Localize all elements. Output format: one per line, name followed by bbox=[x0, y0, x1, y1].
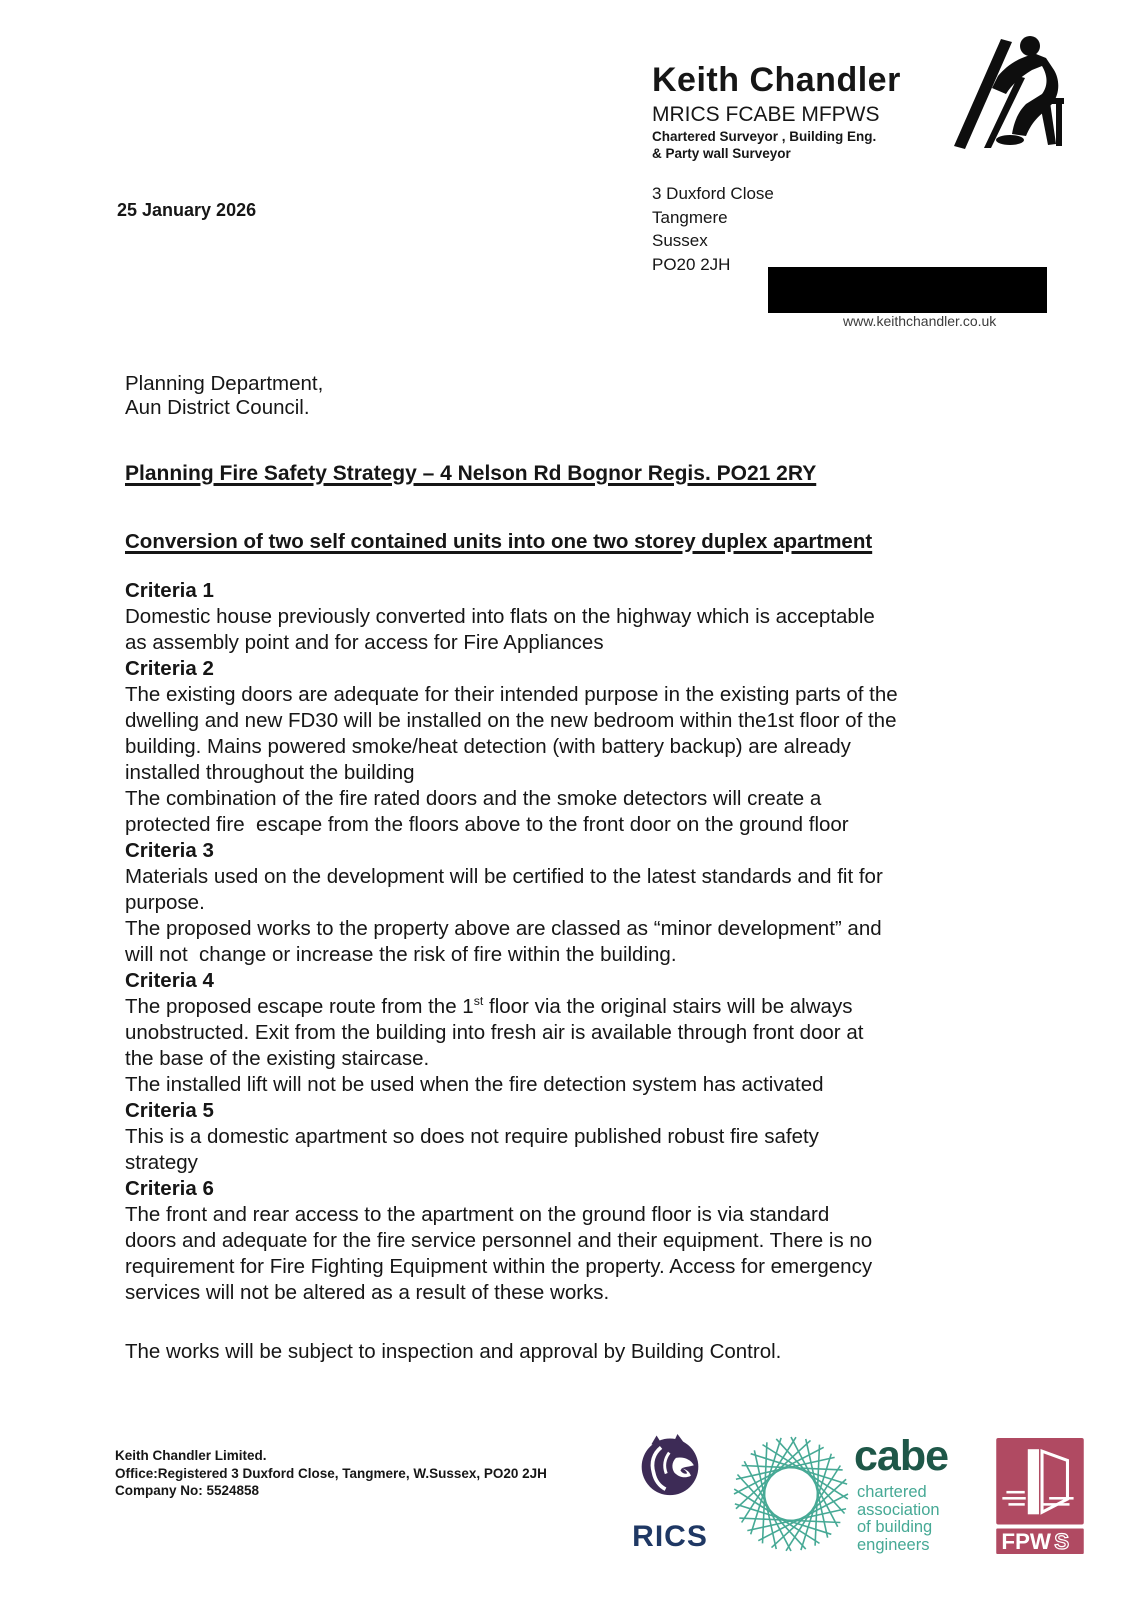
fpws-label-s: S bbox=[1054, 1528, 1070, 1554]
criteria-heading: Criteria 6 bbox=[125, 1177, 214, 1200]
letterhead-name: Keith Chandler bbox=[652, 61, 901, 99]
criteria-heading: Criteria 1 bbox=[125, 579, 214, 602]
letter-date: 25 January 2026 bbox=[117, 200, 257, 220]
address-line: Tangmere bbox=[652, 207, 728, 227]
letterhead-address bbox=[652, 182, 774, 276]
letterhead-role-line1: Chartered Surveyor , Building Eng. bbox=[652, 129, 877, 144]
body-line: The installed lift will not be used when the fire detection system has activated bbox=[125, 1073, 824, 1096]
body-line: protected fire escape from the floors above to the front door on the ground floor bbox=[125, 813, 849, 836]
recipient-address bbox=[125, 372, 323, 420]
redacted-contact-info bbox=[768, 267, 1047, 313]
body-line: will not change or increase the risk of fire within the building. bbox=[125, 943, 677, 966]
company-line: Company No: 5524858 bbox=[115, 1483, 260, 1498]
rics-label: RICS bbox=[632, 1520, 708, 1553]
criteria-heading: Criteria 3 bbox=[125, 839, 214, 862]
cabe-tagline-line: engineers bbox=[857, 1535, 930, 1554]
body-line: building. Mains powered smoke/heat detection (with battery backup) are already bbox=[125, 735, 851, 758]
body-line: This is a domestic apartment so does not require published robust fire safety bbox=[125, 1125, 819, 1148]
body-line: The proposed works to the property above are classed as “minor development” and bbox=[125, 917, 882, 940]
website-url: www.keithchandler.co.uk bbox=[843, 313, 997, 329]
body-line: The proposed escape route from the 1st floor via the original stairs will be always bbox=[125, 994, 853, 1018]
company-details bbox=[115, 1447, 547, 1500]
subtitle-line: Conversion of two self contained units into one two storey duplex apartment bbox=[125, 530, 873, 553]
body-line: Materials used on the development will be certified to the latest standards and fit for bbox=[125, 865, 883, 888]
cabe-tagline-line: of building bbox=[857, 1518, 933, 1536]
address-line: Sussex bbox=[652, 231, 708, 250]
letterhead bbox=[652, 60, 901, 162]
subject-line: Planning Fire Safety Strategy – 4 Nelson Rd Bognor Regis. PO21 2RY bbox=[125, 462, 817, 485]
letterhead-credentials: MRICS FCABE MFPWS bbox=[652, 103, 880, 126]
criteria-heading: Criteria 5 bbox=[125, 1099, 214, 1122]
company-line: Office:Registered 3 Duxford Close, Tangmere, W.Sussex, PO20 2JH bbox=[115, 1465, 547, 1481]
letterhead-role-line2: & Party wall Surveyor bbox=[652, 146, 791, 161]
body-line: The combination of the fire rated doors and the smoke detectors will create a bbox=[125, 787, 822, 810]
body-line: The existing doors are adequate for their intended purpose in the existing parts of the bbox=[125, 683, 898, 706]
body-line: dwelling and new FD30 will be installed on the new bedroom within the1st floor of the bbox=[125, 709, 897, 732]
recipient-line: Aun District Council. bbox=[125, 396, 310, 419]
address-line: PO20 2JH bbox=[652, 254, 731, 274]
cabe-wordmark: cabe bbox=[854, 1432, 949, 1480]
letter-body bbox=[125, 578, 995, 1306]
body-line: strategy bbox=[125, 1151, 198, 1174]
body-line: Domestic house previously converted into flats on the highway which is acceptable bbox=[125, 605, 875, 628]
body-line: services will not be altered as a result of these works. bbox=[125, 1281, 610, 1304]
body-line: purpose. bbox=[125, 891, 205, 914]
surveyor-logo-icon bbox=[948, 32, 1068, 150]
body-line: unobstructed. Exit from the building into fresh air is available through front door at bbox=[125, 1021, 864, 1044]
fpws-label-main: FPW bbox=[1001, 1528, 1052, 1554]
cabe-tagline-line: chartered bbox=[857, 1483, 927, 1501]
body-line: as assembly point and for access for Fire Appliances bbox=[125, 631, 604, 654]
recipient-line: Planning Department, bbox=[125, 372, 324, 395]
closing-line: The works will be subject to inspection and approval by Building Control. bbox=[125, 1340, 782, 1363]
criteria-heading: Criteria 4 bbox=[125, 969, 214, 992]
rics-logo bbox=[627, 1434, 713, 1554]
body-line: The front and rear access to the apartment on the ground floor is via standard bbox=[125, 1203, 830, 1226]
body-line: the base of the existing staircase. bbox=[125, 1047, 430, 1070]
body-line: installed throughout the building bbox=[125, 761, 415, 784]
address-line: 3 Duxford Close bbox=[652, 184, 774, 203]
company-line: Keith Chandler Limited. bbox=[115, 1448, 267, 1463]
criteria-heading: Criteria 2 bbox=[125, 657, 214, 680]
body-line: doors and adequate for the fire service personnel and their equipment. There is no bbox=[125, 1229, 873, 1252]
rics-lion-icon bbox=[629, 1434, 711, 1516]
body-line: requirement for Fire Fighting Equipment within the property. Access for emergency bbox=[125, 1255, 873, 1278]
fpws-logo bbox=[996, 1438, 1084, 1554]
cabe-tagline bbox=[857, 1484, 940, 1554]
cabe-tagline-line: association bbox=[857, 1500, 940, 1519]
cabe-starburst-icon bbox=[731, 1434, 851, 1554]
